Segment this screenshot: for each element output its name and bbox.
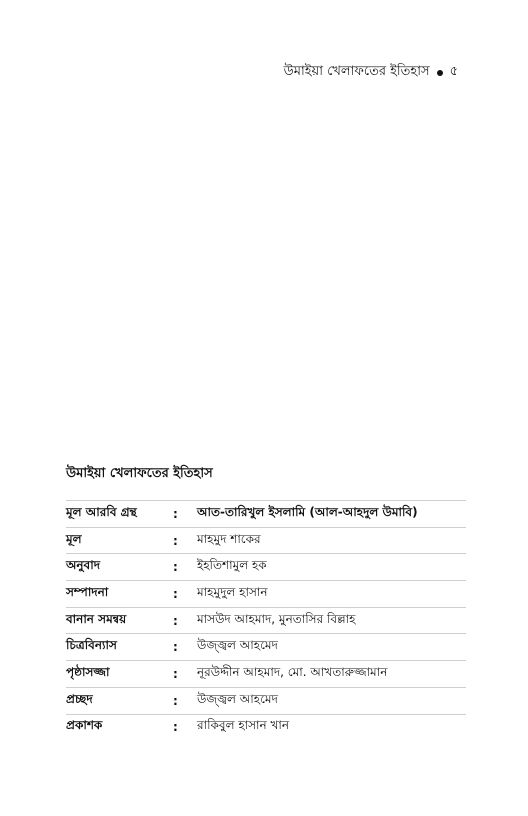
credit-value: মাহমুদ শাকের	[197, 531, 261, 546]
credits-block	[66, 464, 466, 740]
credit-colon: :	[173, 506, 178, 521]
credit-label: মূল	[66, 531, 82, 546]
credit-label: সম্পাদনা	[66, 584, 109, 599]
credit-label: অনুবাদ	[66, 558, 101, 573]
credit-label: বানান সমন্বয়	[66, 611, 127, 626]
credit-label: প্রচ্ছদ	[66, 691, 93, 706]
credit-value: উজ্জ্বল আহমেদ	[197, 691, 278, 706]
credit-colon: :	[173, 666, 178, 681]
credit-row-cover	[66, 687, 466, 714]
credit-colon: :	[173, 720, 178, 735]
credit-row-illustration	[66, 633, 466, 660]
credit-label: চিত্রবিন্যাস	[66, 638, 117, 653]
running-header	[284, 62, 458, 83]
running-title: উমাইয়া খেলাফতের ইতিহাস	[283, 64, 430, 79]
credit-value: রাকিবুল হাসান খান	[197, 718, 290, 733]
credit-value: মাহমুদুল হাসান	[197, 584, 268, 599]
credit-label: প্রকাশক	[66, 718, 103, 733]
credit-value: ইহতিশামুল হক	[197, 558, 267, 573]
credit-row-original-book	[66, 500, 466, 527]
credit-row-page-layout	[66, 660, 466, 687]
credit-value: নূরউদ্দীন আহমাদ, মো. আখতারুজ্জামান	[197, 664, 388, 679]
credit-row-publisher	[66, 714, 466, 741]
credit-colon: :	[173, 693, 178, 708]
credit-row-editor	[66, 580, 466, 607]
credit-value: উজ্জ্বল আহমেদ	[197, 638, 278, 653]
credit-colon: :	[173, 613, 178, 628]
credit-colon: :	[173, 586, 178, 601]
credit-row-author	[66, 527, 466, 554]
bullet-icon	[437, 70, 443, 76]
credit-label: মূল আরবি গ্রন্থ	[66, 504, 137, 519]
credit-row-translator	[66, 553, 466, 580]
credit-value: আত-তারিখুল ইসলামি (আল-আহদুল উমাবি)	[197, 504, 418, 519]
credit-colon: :	[173, 533, 178, 548]
credit-row-spelling	[66, 607, 466, 634]
book-title: উমাইয়া খেলাফতের ইতিহাস	[66, 466, 213, 481]
credit-colon: :	[173, 560, 178, 575]
page-number: ৫	[449, 64, 458, 79]
credit-value: মাসউদ আহমাদ, মুনতাসির বিল্লাহ	[197, 611, 356, 626]
credit-label: পৃষ্ঠাসজ্জা	[66, 664, 110, 679]
credit-colon: :	[173, 640, 178, 655]
